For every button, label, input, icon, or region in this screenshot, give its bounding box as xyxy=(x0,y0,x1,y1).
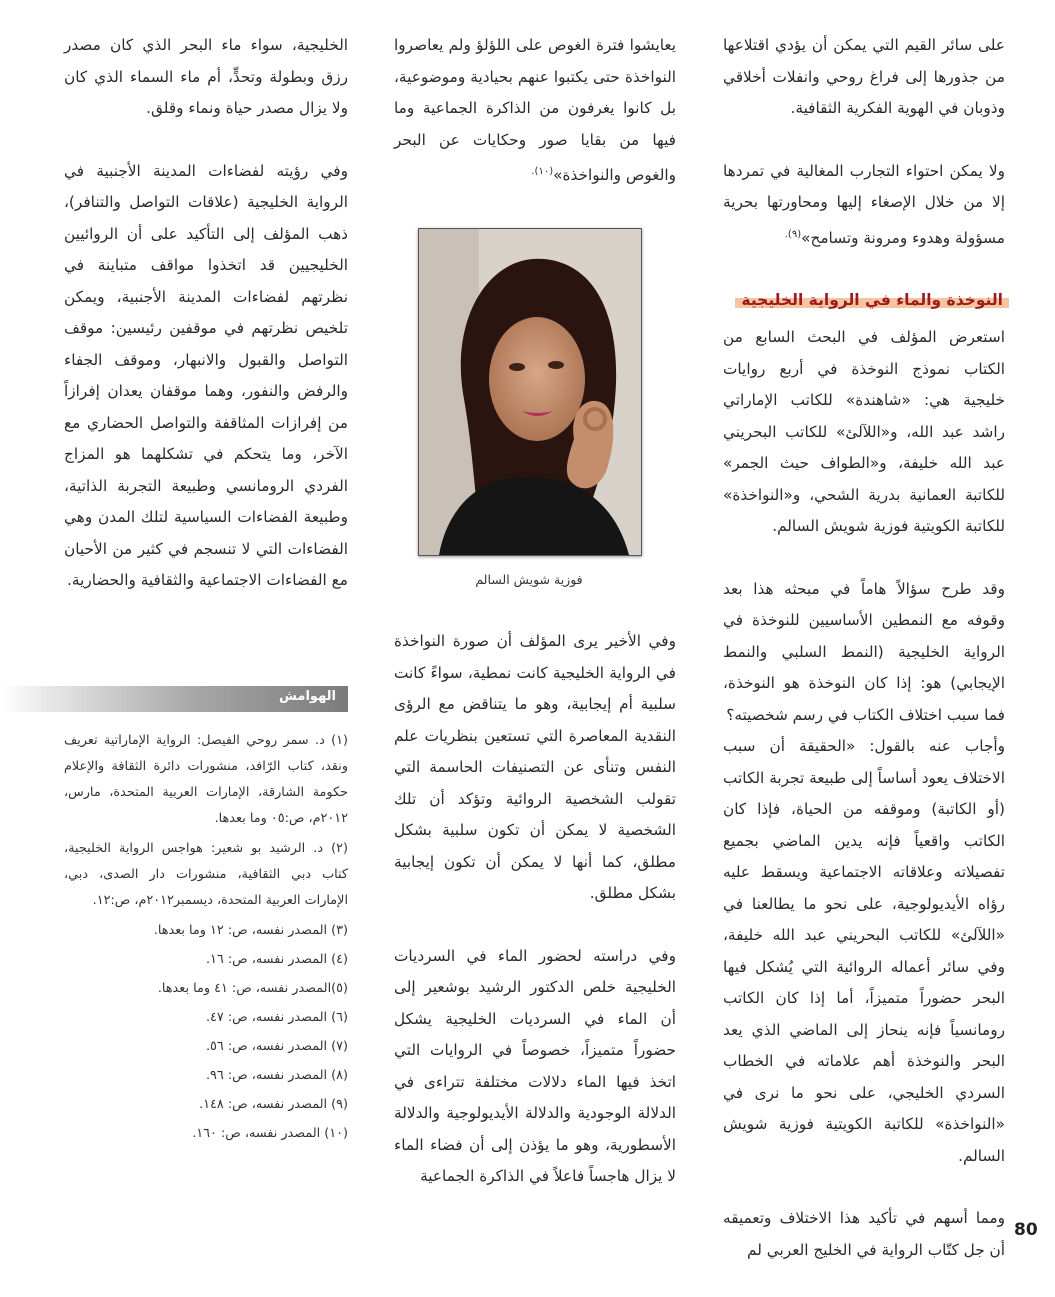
section-heading: النوخذة والماء في الرواية الخليجية xyxy=(739,285,1005,316)
paragraph: وأجاب عنه بالقول: «الحقيقة أن سبب الاختلاف يعود أساساً إلى طبيعة تجربة الكاتب (أو الكاتبة) وموقفه من الحياة، فإذا كان الكاتب واقعياً فإنه يدين الماضي بجميع تفصيلاته وعلاقاته الاجتماعية ويسقط عليه رؤاه الأيديولوجية، على نحو ما يطالعنا في «اللآلئ» للكاتب البحريني عبد الله خليفة، وفي سائر أعماله الروائية التي يُشكل فيها البحر حضوراً متميزاً، أما إذا كان الكاتب رومانسياً فإنه ينحاز إلى الماضي الذي يعد البحر والنوخذة أهم علاماته في الخطاب السردي الخليجي، على نحو ما نرى في «النواخذة» للكاتبة الكويتية فوزية شويش السالم. xyxy=(723,737,1005,1165)
page-number: 80 xyxy=(1014,1220,1038,1240)
section-heading-wrap xyxy=(723,285,1005,322)
footnote-item: (١٠) المصدر نفسه، ص: ١٦٠. xyxy=(192,1126,348,1141)
article-column-middle xyxy=(394,30,676,223)
paragraph-text: يعايشوا فترة الغوص على اللؤلؤ ولم يعاصروا النواخذة حتى يكتبوا عنهم بحيادية وموضوعية، بل كانوا يغرفون من الذاكرة الجماعية وما فيها من بقايا صور وحكايات عن البحر والغوص والنواخذة» xyxy=(394,36,676,185)
footnote-item: (١) د. سمر روحي الفيصل: الرواية الإماراتية تعريف ونقد، كتاب الرّافد، منشورات دائرة الثقافة والإعلام حكومة الشارقة، الإمارات العربية المتحدة، مارس، ٢٠١٢م، ص:٠٥ وما بعدها. xyxy=(64,733,348,826)
article-column-left xyxy=(64,30,348,628)
footnotes-header-bar xyxy=(0,686,348,712)
paragraph: وفي رؤيته لفضاءات المدينة الأجنبية في الرواية الخليجية (علاقات التواصل والتنافر)، ذهب المؤلف إلى التأكيد على أن الروائيين الخليجيين قد اتخذوا مواقف متباينة في نظرتهم لفضاءات المدينة الأجنبية، ويمكن تلخيص نظرتهم في موقفين رئيسين: موقف التواصل والقبول والانبهار، وموقف الجفاء والرفض والنفور، وهما موقفان يعدان إفرازاً من إفرازات المثاقفة والتواصل الحضاري مع الآخر، وما يتحكم في تشكلهما هو المزاج الفردي الرومانسي وطبيعة التجربة الذاتية، وطبيعة الفضاءات السياسية لتلك المدن وهي الفضاءات التي لا تنسجم في كثير من الأحيان مع الفضاءات الاجتماعية والثقافية والحضارية. xyxy=(64,161,348,589)
paragraph: وقد طرح سؤالاً هاماً في مبحثه هذا بعد وقوفه مع النمطين الأساسيين للنوخذة في الرواية الخليجية (النمط السلبي والنمط الإيجابي) هو: إذا كان النوخذة هو النوخذة، فما سبب اختلاف الكتاب في رسم شخصيته؟ xyxy=(723,579,1005,724)
paragraph-text: ولا يمكن احتواء التجارب المغالية في تمردها إلا من خلال الإصغاء إليها ومحاورتها بحرية مسؤولة وهدوء ومرونة وتسامح» xyxy=(723,161,1005,247)
article-column-middle-lower xyxy=(394,626,676,1224)
footnote-item: (٦) المصدر نفسه، ص: ٤٧. xyxy=(205,1010,348,1025)
portrait-illustration xyxy=(419,229,641,555)
footnote-ref: (٩). xyxy=(784,228,802,240)
footnote-item: (٩) المصدر نفسه، ص: ١٤٨. xyxy=(199,1097,348,1112)
paragraph xyxy=(723,156,1005,255)
footnote-item: (٧) المصدر نفسه، ص: ٥٦. xyxy=(205,1039,348,1054)
footnote-ref: (١٠). xyxy=(531,166,554,177)
footnotes-list xyxy=(64,728,348,1150)
article-column-right xyxy=(723,30,1005,1297)
paragraph xyxy=(394,30,676,192)
paragraph: الخليجية، سواء ماء البحر الذي كان مصدر رزق وبطولة وتحدٍّ، أم ماء السماء الذي كان ولا يزال مصدر حياة ونماء وقلق. xyxy=(64,36,348,117)
footnote-item: (٨) المصدر نفسه، ص: ٩٦. xyxy=(205,1068,348,1083)
paragraph: على سائر القيم التي يمكن أن يؤدي اقتلاعها من جذورها إلى فراغ روحي وانفلات أخلاقي وذوبان في الهوية الفكرية الثقافية. xyxy=(723,36,1005,117)
photo-caption: فوزية شويش السالم xyxy=(475,572,583,587)
paragraph: وفي الأخير يرى المؤلف أن صورة النواخذة في الرواية الخليجية كانت نمطية، سواءً كانت سلبية أم إيجابية، وهو ما يتناقض مع الرؤى النقدية المعاصرة التي تستعين بنظريات علم النفس وتنأى عن التصنيفات الحاسمة التي تقولب الشخصية الروائية وتؤكد أن تلك الشخصية لا يمكن أن تكون سلبية بشكل مطلق، كما أنها لا يمكن أن تكون إيجابية بشكل مطلق. xyxy=(394,632,676,902)
footnote-item: (٥)المصدر نفسه، ص: ٤١ وما بعدها. xyxy=(157,981,348,996)
paragraph: استعرض المؤلف في البحث السابع من الكتاب نموذج النوخذة في أربع روايات خليجية هي: «شاهندة» للكاتب الإماراتي راشد عبد الله، و«اللآلئ» للكاتب البحريني عبد الله خليفة، و«الطواف حيث الجمر» للكاتبة العمانية بدرية الشحي، و«النواخذة» للكاتبة الكويتية فوزية شويش السالم. xyxy=(723,328,1005,536)
footnote-item: (٤) المصدر نفسه، ص: ١٦. xyxy=(205,952,348,967)
paragraph: وفي دراسته لحضور الماء في السرديات الخليجية خلص الدكتور الرشيد بوشعير إلى أن الماء في السرديات الخليجية يشكل حضوراً متميزاً، خصوصاً في الروايات التي اتخذ فيها الماء دلالات مختلفة تتراءى في الدلالة الوجودية والدلالة الأيديولوجية والدلالة الأسطورية، وهو ما يؤذن إلى أن فضاء الماء لا يزال هاجساً فاعلاً في الذاكرة الجماعية xyxy=(394,946,676,1185)
author-photo xyxy=(418,228,642,556)
footnotes-title: الهوامش xyxy=(279,689,336,704)
footnote-item: (٢) د. الرشيد بو شعير: هواجس الرواية الخليجية، كتاب دبي الثقافية، منشورات دار الصدى، دبي، الإمارات العربية المتحدة، ديسمبر٢٠١٢م، ص:١٢. xyxy=(64,841,348,908)
footnote-item: (٣) المصدر نفسه، ص: ١٢ وما بعدها. xyxy=(153,923,348,938)
paragraph: ومما أسهم في تأكيد هذا الاختلاف وتعميقه أن جل كتّاب الرواية في الخليج العربي لم xyxy=(723,1209,1005,1259)
